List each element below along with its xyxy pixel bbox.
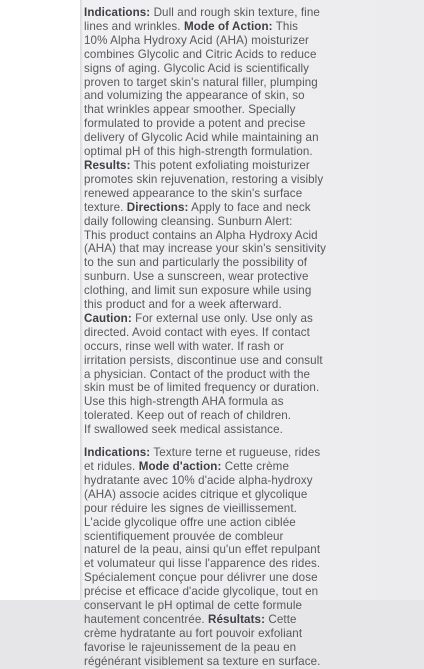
- body-text: daily following cleansing. Sunburn Alert:: [84, 214, 293, 228]
- english-text-line: [84, 131, 346, 145]
- body-text: et volumateur qui lisse l'apparence des rides.: [84, 557, 321, 571]
- section-heading: Mode of Action:: [183, 19, 273, 33]
- french-text-line: [84, 557, 346, 571]
- english-text-line: [84, 381, 346, 395]
- box-fold-shadow: [80, 0, 83, 600]
- english-text-line: [84, 409, 346, 423]
- french-text-line: [84, 488, 346, 502]
- section-heading: Caution:: [84, 311, 132, 325]
- body-text: lines and wrinkles.: [84, 19, 184, 33]
- body-text: Cette: [265, 612, 297, 626]
- body-text: hautement concentrée.: [84, 612, 209, 626]
- french-text-line: [84, 613, 346, 627]
- body-text: et ridules.: [84, 460, 139, 473]
- body-text: précise et efficace d'acide glycolique, tout en: [84, 585, 319, 599]
- french-text-line: [84, 502, 346, 516]
- blank-box-flap: [0, 0, 80, 600]
- english-text-line: [84, 6, 346, 20]
- body-text: irritation persists, discontinue use and consult: [84, 353, 323, 367]
- body-text: sunburn. Use a sunscreen, wear protective: [84, 270, 309, 284]
- body-text: renewed appearance to the skin's surface: [84, 186, 303, 200]
- body-text: and volumizing the appearance of skin, so: [84, 89, 305, 103]
- body-text: directed. Avoid contact with eyes. If contact: [84, 325, 310, 339]
- body-text: skin must be of limited frequency or duration.: [84, 381, 320, 395]
- english-text-line: [84, 395, 346, 409]
- english-text-line: [84, 215, 346, 229]
- body-text: Dull and rough skin texture, fine: [150, 6, 320, 19]
- body-text: This product contains an Alpha Hydroxy Acid: [84, 228, 318, 242]
- section-heading: Indications:: [84, 6, 151, 19]
- body-text: L'acide glycolique offre une action ciblée: [84, 515, 296, 529]
- body-text: Texture terne et rugueuse, rides: [150, 446, 321, 460]
- english-text-line: [84, 187, 346, 201]
- french-text-line: [84, 641, 346, 655]
- english-text-line: [84, 312, 346, 326]
- body-text: this product and for a week afterward.: [84, 298, 282, 312]
- english-text-line: [84, 284, 346, 298]
- body-text: favorise le rajeunissement de la peau en: [84, 640, 297, 654]
- body-text: crème hydratante au fort pouvoir exfoliant: [84, 626, 303, 640]
- body-text: scientifiquement prouvée de combleur: [84, 529, 284, 543]
- section-heading: Résultats:: [208, 612, 266, 626]
- english-text-line: [84, 298, 346, 312]
- body-text: signs of aging. Glycolic Acid is scientifically: [84, 61, 310, 75]
- french-text-line: [84, 446, 346, 460]
- english-text-line: [84, 117, 346, 131]
- french-text-line: [84, 627, 346, 641]
- body-text: optimal pH of this high-strength formulation.: [84, 145, 313, 159]
- body-text: Apply to face and neck: [188, 200, 311, 214]
- body-text: conservant le pH optimal de cette formule: [84, 599, 303, 613]
- body-text: occurs, rinse well with water. If rash or: [84, 339, 284, 353]
- english-text-line: [84, 173, 346, 187]
- body-text: 10% Alpha Hydroxy Acid (AHA) moisturizer: [84, 33, 310, 47]
- english-text-line: [84, 62, 346, 76]
- body-text: delivery of Glycolic Acid while maintaining an: [84, 131, 319, 145]
- french-text-line: [84, 543, 346, 557]
- french-text-line: [84, 516, 346, 530]
- body-text: Use this high-strength AHA formula as: [84, 395, 284, 409]
- english-text-line: [84, 48, 346, 62]
- body-text: (AHA) that may increase your skin's sensitivity: [84, 242, 327, 256]
- body-text: hydratante avec 10% d'acide alpha-hydroxy: [84, 473, 313, 487]
- section-heading: Results:: [84, 158, 131, 172]
- section-heading: Directions:: [126, 200, 189, 214]
- body-text: If swallowed seek medical assistance.: [84, 423, 283, 437]
- english-text-line: [84, 270, 346, 284]
- body-text: Spécialement conçue pour délivrer une dose: [84, 571, 318, 585]
- english-text-line: [84, 89, 346, 103]
- body-text: régénérant visiblement sa texture en surface.: [84, 654, 321, 668]
- english-text-line: [84, 256, 346, 270]
- body-text: formulated to provide a potent and precise: [84, 117, 306, 131]
- english-text-line: [84, 354, 346, 368]
- body-text: that wrinkles appear smoother. Specially: [84, 103, 296, 117]
- body-text: naturel de la peau, ainsi qu'un effet repulpant: [84, 543, 321, 557]
- body-text: (AHA) associe acides citrique et glycolique: [84, 487, 308, 501]
- english-text-line: [84, 34, 346, 48]
- english-instructions: [84, 6, 346, 437]
- body-text: combines Glycolic and Citric Acids to reduce: [84, 47, 317, 61]
- french-text-line: [84, 571, 346, 585]
- english-text-line: [84, 201, 346, 215]
- body-text: pour réduire les signes de vieillissement.: [84, 501, 297, 515]
- body-text: texture.: [84, 200, 127, 214]
- body-text: For external use only. Use only as: [131, 311, 313, 325]
- body-text: clothing, and limit sun exposure while using: [84, 284, 312, 298]
- french-text-line: [84, 585, 346, 599]
- french-instructions: [84, 446, 346, 669]
- french-text-line: [84, 460, 346, 474]
- body-text: This potent exfoliating moisturizer: [130, 158, 310, 172]
- body-text: promotes skin rejuvenation, restoring a visibly: [84, 172, 324, 186]
- french-text-line: [84, 474, 346, 488]
- french-text-line: [84, 530, 346, 544]
- english-text-line: [84, 340, 346, 354]
- body-text: tolerated. Keep out of reach of children.: [84, 409, 292, 423]
- body-text: to the sun and particularly the possibility of: [84, 256, 308, 270]
- body-text: Cette crème: [221, 460, 289, 473]
- body-text: proven to target skin's natural filler, plumping: [84, 75, 318, 89]
- english-text-line: [84, 159, 346, 173]
- english-text-line: [84, 326, 346, 340]
- french-text-line: [84, 599, 346, 613]
- english-text-line: [84, 423, 346, 437]
- english-text-line: [84, 229, 346, 243]
- section-heading: Indications:: [84, 446, 151, 460]
- english-text-line: [84, 103, 346, 117]
- english-text-line: [84, 20, 346, 34]
- english-text-line: [84, 242, 346, 256]
- section-heading: Mode d'action:: [138, 460, 222, 473]
- english-text-line: [84, 76, 346, 90]
- body-text: This: [272, 19, 299, 33]
- label-text-panel: [84, 6, 346, 668]
- english-text-line: [84, 368, 346, 382]
- body-text: a physician. Contact of the product with the: [84, 367, 311, 381]
- english-text-line: [84, 145, 346, 159]
- french-text-line: [84, 655, 346, 669]
